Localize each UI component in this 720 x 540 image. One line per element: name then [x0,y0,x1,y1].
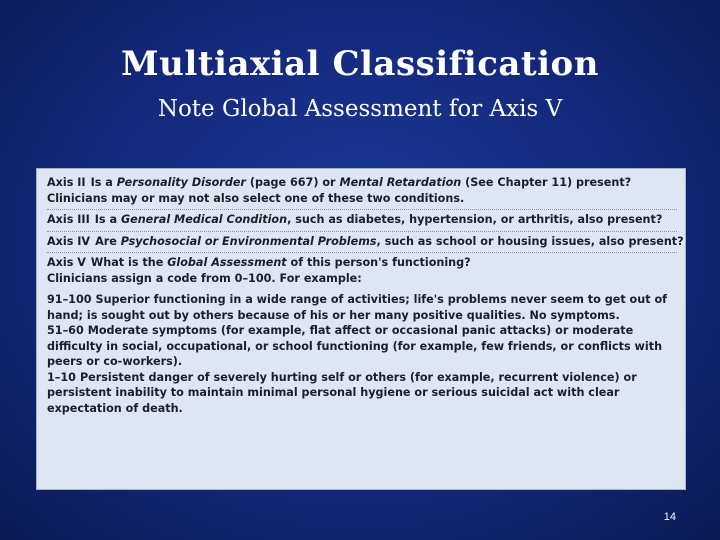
axis-table-image [36,168,686,490]
axis-ii-personality-disorder: Personality Disorder [116,176,246,189]
gaf-range-code: 1–10 [47,370,76,384]
axis-iv-row [47,232,684,254]
gaf-range-code: 91–100 [47,293,92,306]
axis-ii-mental-retardation: Mental Retardation [339,176,462,189]
axis-iii-text-pre: Is a [94,213,121,226]
axis-iv-psychosocial-problems: Psychosocial or Environmental Problems [120,234,377,248]
axis-v-note: Clinicians assign a code from 0–100. For example: [47,271,362,285]
axis-v-row [47,253,677,416]
slide-title: Multiaxial Classification [121,44,599,84]
gaf-range-description: Superior functioning in a wide range of activities; life's problems never seem to get out of hand; is sought out by others because of his or her many positive qualities. No symptoms. [47,293,668,322]
axis-ii-label: Axis II [47,176,86,189]
axis-iii-general-medical-condition: General Medical Condition [120,213,288,226]
gaf-range-description: Moderate symptoms (for example, flat affect or occasional panic attacks) or moderate difficulty in social, occupational, or school functioning (for example, few friends, or conflicts with peers or co-workers). [47,324,663,368]
axis-iii-label: Axis III [47,213,90,226]
axis-iii-text-post: , such as diabetes, hypertension, or arthritis, also present? [287,213,663,226]
axis-v-global-assessment: Global Assessment [167,256,287,269]
axis-iv-question [47,234,684,250]
axis-iii-question [47,212,677,228]
axis-ii-note: Clinicians may or may not also select one of these two conditions. [47,191,465,205]
axis-v-question [47,255,677,271]
slide-subtitle: Note Global Assessment for Axis V [157,96,563,122]
gaf-range-description: Persistent danger of severely hurting self or others (for example, recurrent violence) or persistent inability to maintain minimal personal hygiene or serious suicidal act with clear expectation of death. [47,370,637,415]
axis-v-label: Axis V [47,256,86,269]
axis-iv-text-pre: Are [95,234,121,248]
axis-ii-question [47,175,677,191]
axis-v-text-pre: What is the [90,256,168,269]
axis-iv-text-post: , such as school or housing issues, also present? [376,234,684,248]
axis-ii-text-pre: Is a [90,176,117,189]
axis-ii-row [47,173,677,210]
gaf-range-91-100 [47,292,677,323]
axis-iii-row [47,210,677,232]
gaf-range-51-60 [47,323,677,370]
axis-v-text-post: of this person's functioning? [286,256,471,269]
axis-ii-text-mid: (page 667) or [245,176,340,189]
gaf-range-1-10 [47,370,677,417]
gaf-range-code: 51–60 [47,324,84,337]
page-number: 14 [663,511,676,523]
axis-iv-label: Axis IV [47,234,91,248]
axis-ii-text-post: (See Chapter 11) present? [461,176,632,189]
